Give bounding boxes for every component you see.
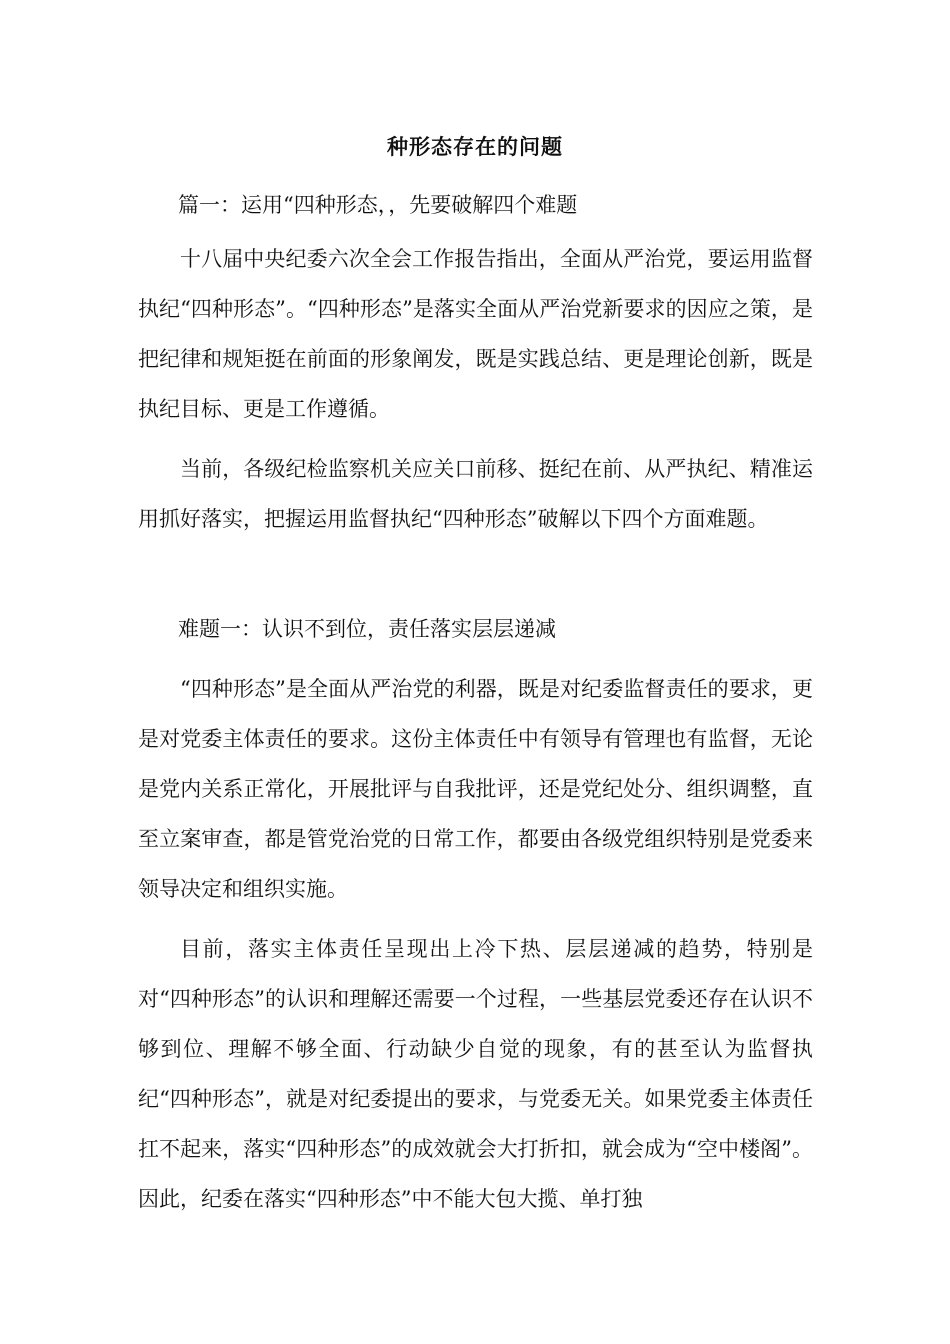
- paragraph-1: 十八届中央纪委六次全会工作报告指出，全面从严治党，要运用监督执纪“四种形态”。“四种形态”是落实全面从严治党新要求的因应之策，是把纪律和规矩挺在前面的形象阐发，既是实践总结、更是理论创新，既是执纪目标、更是工作遵循。: [138, 247, 813, 421]
- paragraph-2: 当前，各级纪检监察机关应关口前移、挺纪在前、从严执纪、精准运用抓好落实，把握运用监督执纪“四种形态”破解以下四个方面难题。: [138, 457, 813, 531]
- document-title: 种形态存在的问题: [387, 135, 563, 159]
- document-subtitle: 篇一：运用“四种形态，，先要破解四个难题: [178, 193, 578, 217]
- paragraph-4: 目前，落实主体责任呈现出上冷下热、层层递减的趋势，特别是对“四种形态”的认识和理解还需要一个过程，一些基层党委还存在认识不够到位、理解不够全面、行动缺少自觉的现象，有的甚至认为监督执纪“四种形态”，就是对纪委提出的要求，与党委无关。如果党委主体责任扛不起来，落实“四种形态”的成效就会大打折扣，就会成为“空中楼阁”。因此，纪委在落实“四种形态”中不能大包大揽、单打独: [138, 937, 813, 1211]
- section-heading-1: 难题一：认识不到位，责任落实层层递减: [178, 617, 556, 641]
- paragraph-3: “四种形态”是全面从严治党的利器，既是对纪委监督责任的要求，更是对党委主体责任的要求。这份主体责任中有领导有管理也有监督，无论是党内关系正常化，开展批评与自我批评，还是党纪处分、组织调整，直至立案审查，都是管党治党的日常工作，都要由各级党组织特别是党委来领导决定和组织实施。: [138, 677, 813, 901]
